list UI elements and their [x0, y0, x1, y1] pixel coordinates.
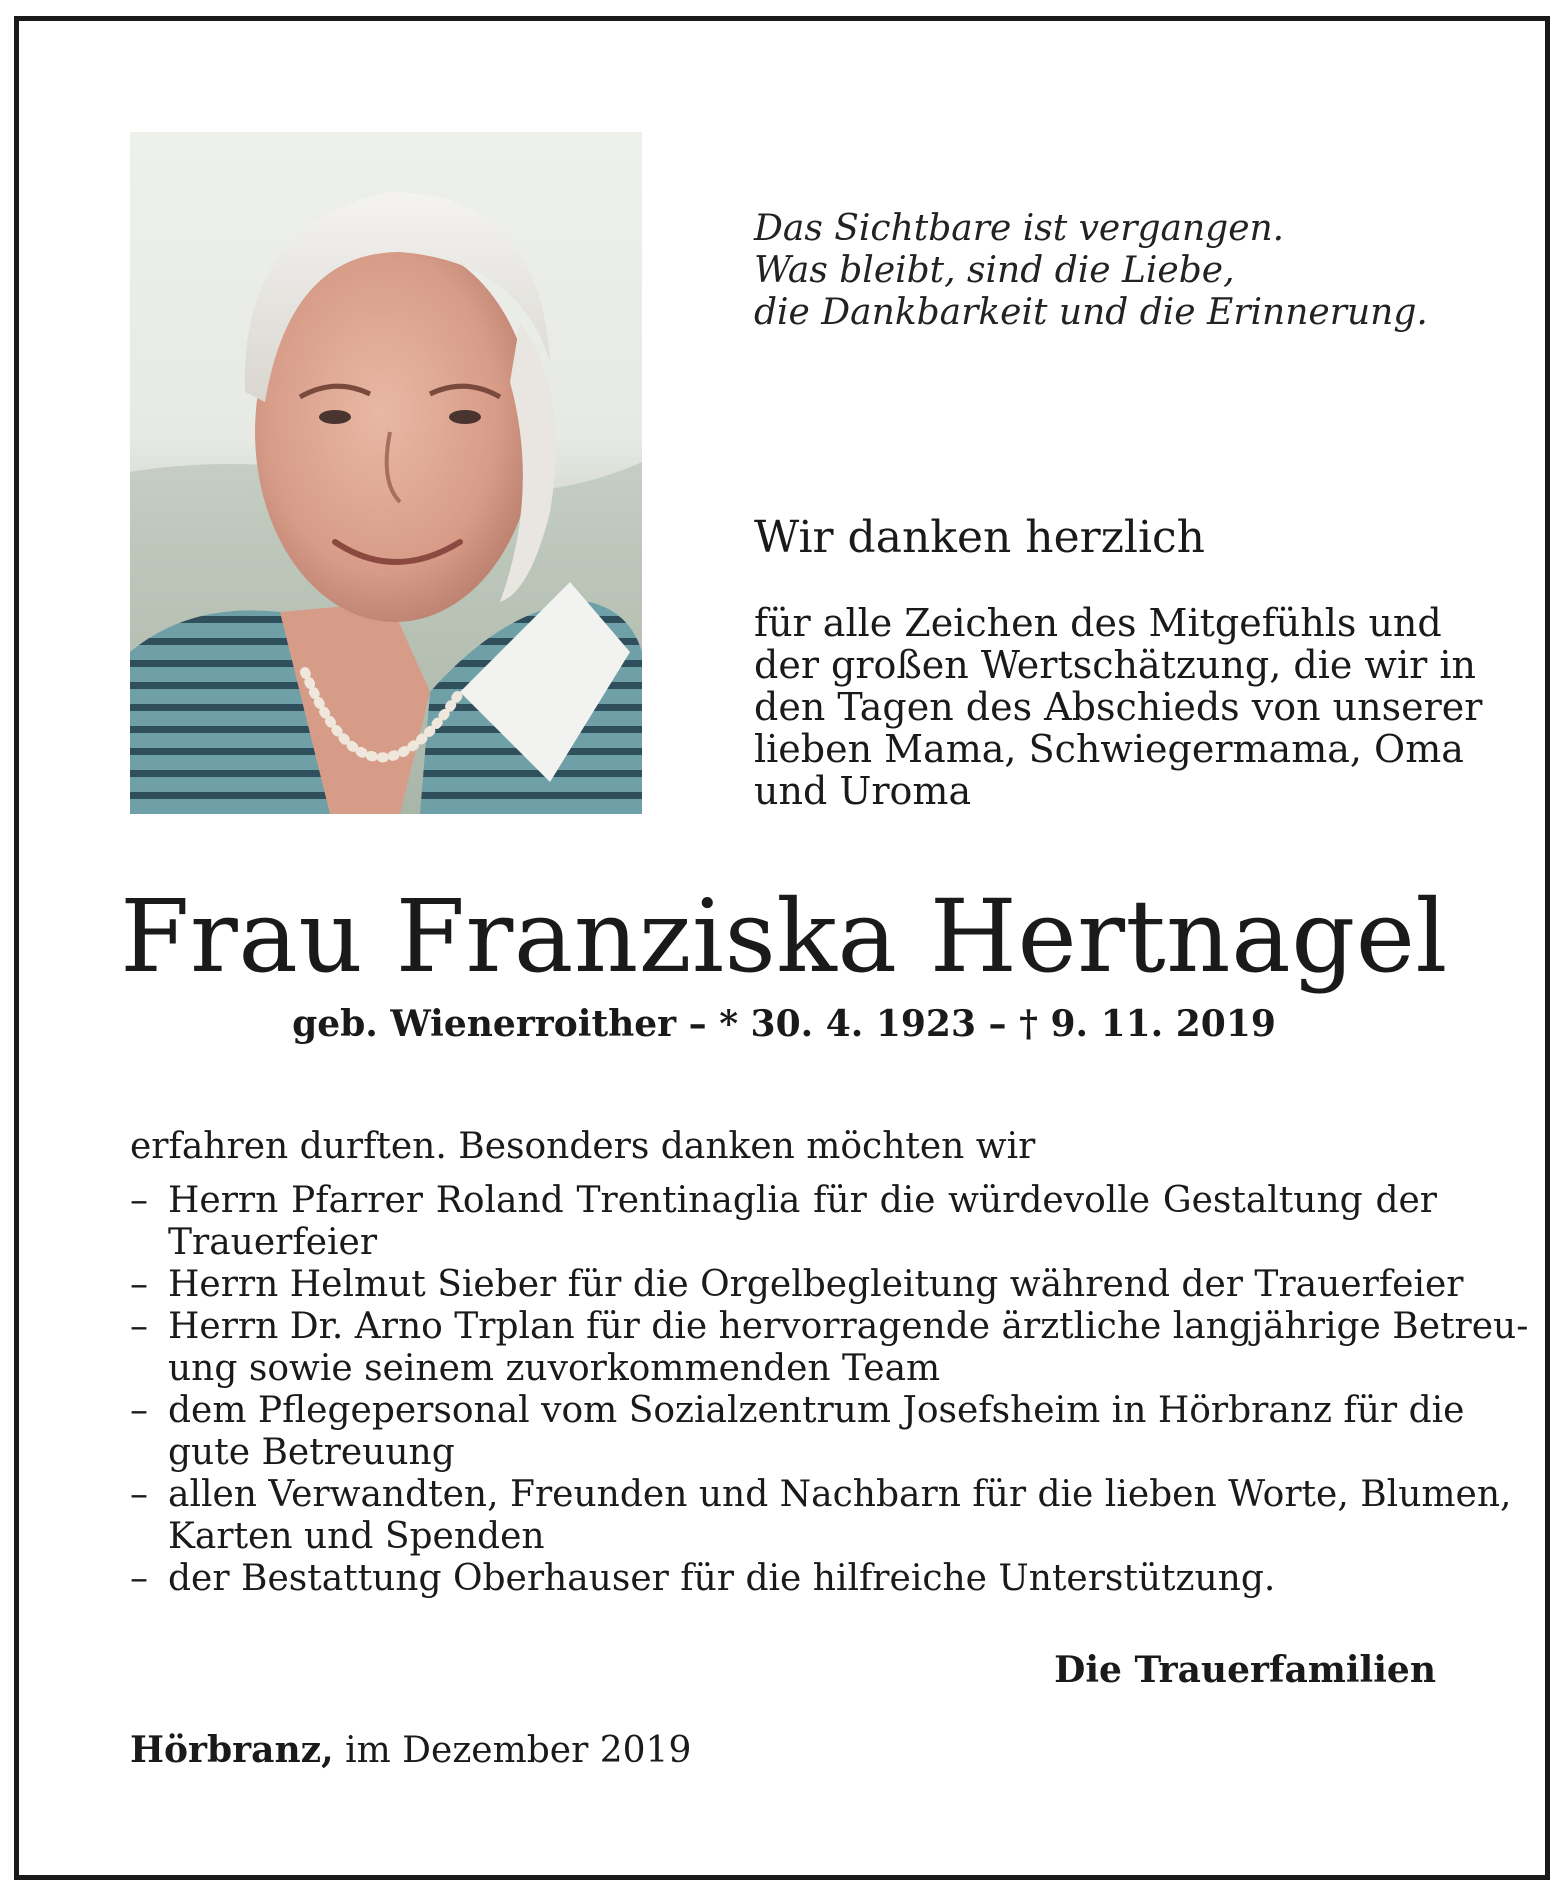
dash-bullet: – — [130, 1264, 148, 1305]
place-town: Hörbranz, — [130, 1729, 334, 1771]
thanks-body-line: den Tagen des Abschieds von unserer — [754, 685, 1483, 729]
list-item — [130, 1264, 1464, 1306]
dash-bullet: – — [130, 1474, 148, 1515]
quote-line: die Dankbarkeit und die Erinnerung. — [754, 292, 1428, 333]
list-item-line: gute Betreuung — [168, 1432, 455, 1473]
list-item — [130, 1306, 1529, 1390]
thanks-body-line: und Uroma — [754, 769, 972, 813]
dash-bullet: – — [130, 1558, 148, 1599]
portrait-photo — [130, 132, 642, 814]
thanks-heading: Wir danken herzlich — [754, 512, 1206, 563]
list-item-line: der Bestattung Oberhauser für die hilfreiche Unterstützung. — [168, 1558, 1276, 1599]
portrait-photo-illustration — [130, 132, 642, 814]
list-item — [130, 1558, 1437, 1600]
quote-line: Was bleibt, sind die Liebe, — [754, 250, 1235, 291]
acknowledgements-intro: erfahren durften. Besonders danken möchten wir — [130, 1126, 1036, 1167]
dash-bullet: – — [130, 1180, 148, 1221]
list-item — [130, 1474, 1512, 1558]
quote-line: Das Sichtbare ist vergangen. — [754, 208, 1285, 249]
place-date: im Dezember 2019 — [345, 1730, 692, 1771]
list-item-line: Trauerfeier — [168, 1222, 378, 1263]
acknowledgements-list — [130, 1180, 1529, 1600]
list-item-line: Herrn Dr. Arno Trplan für die hervorragende ärztliche langjährige Betreu- — [168, 1306, 1529, 1347]
list-item-line: Herrn Pfarrer Roland Trentinaglia für die würdevolle Gestaltung der — [168, 1180, 1437, 1221]
list-item — [130, 1180, 1437, 1264]
signature: Die Trauerfamilien — [1054, 1649, 1436, 1691]
list-item-line: allen Verwandten, Freunden und Nachbarn für die lieben Worte, Blumen, — [168, 1474, 1512, 1515]
dash-bullet: – — [130, 1306, 148, 1347]
list-item-line: Karten und Spenden — [168, 1516, 545, 1557]
list-item — [130, 1390, 1465, 1474]
thanks-body — [754, 601, 1483, 813]
list-item-line: ung sowie seinem zuvorkommenden Team — [168, 1348, 941, 1389]
dash-bullet: – — [130, 1390, 148, 1431]
list-item-line: Herrn Helmut Sieber für die Orgelbegleitung während der Trauerfeier — [168, 1264, 1464, 1305]
memorial-quote — [754, 208, 1474, 334]
life-dates: geb. Wienerroither – * 30. 4. 1923 – † 9. 11. 2019 — [292, 1003, 1276, 1045]
list-item-line: dem Pflegepersonal vom Sozialzentrum Josefsheim in Hörbranz für die — [168, 1390, 1465, 1431]
place-and-date — [130, 1728, 691, 1773]
thanks-body-line: der großen Wertschätzung, die wir in — [754, 643, 1476, 687]
deceased-name: Frau Franziska Hertnagel — [120, 878, 1448, 995]
thanks-body-line: für alle Zeichen des Mitgefühls und — [754, 601, 1442, 645]
thanks-body-line: lieben Mama, Schwiegermama, Oma — [754, 727, 1464, 771]
